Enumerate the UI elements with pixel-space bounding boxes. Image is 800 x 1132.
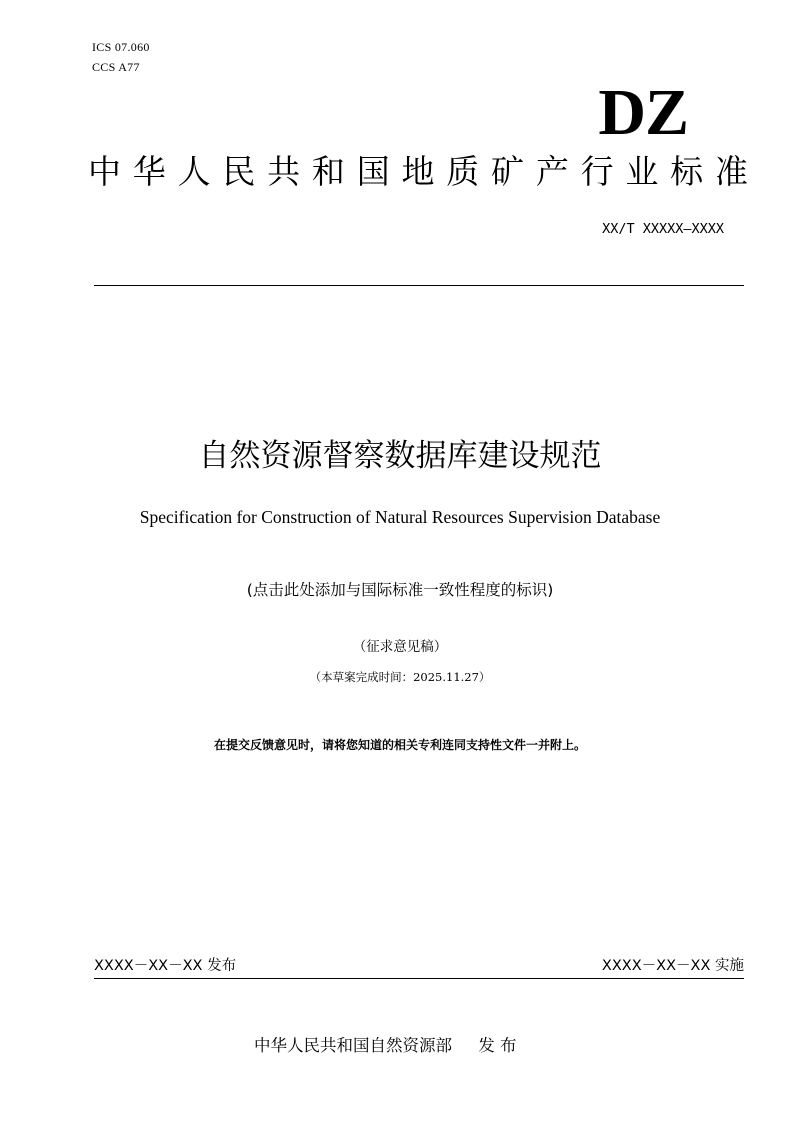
industry-title-char: 行: [580, 152, 614, 191]
industry-title-char: 和: [311, 152, 345, 191]
ics-code: ICS 07.060: [92, 40, 150, 54]
industry-title-char: 准: [714, 152, 748, 191]
industry-title-char: 业: [625, 152, 659, 191]
industry-title-char: 标: [670, 152, 704, 191]
industry-title-char: 国: [356, 152, 390, 191]
issue-date: XXXX－XX－XX 发布: [94, 958, 237, 974]
dz-logo: DZ: [598, 76, 688, 149]
industry-title-char: 地: [401, 152, 435, 191]
industry-title-char: 华: [132, 152, 166, 191]
draft-completion-date: （本草案完成时间：2025.11.27）: [309, 670, 491, 684]
standard-number: XX/T XXXXX—XXXX: [602, 221, 724, 237]
document-title-english: Specification for Construction of Natural Resources Supervision Database: [139, 507, 661, 527]
draft-label: （征求意见稿）: [352, 639, 448, 655]
ccs-code: CCS A77: [92, 60, 140, 74]
industry-standard-title: [88, 152, 748, 192]
document-title-chinese: 自然资源督察数据库建设规范: [198, 438, 602, 474]
consistency-note: (点击此处添加与国际标准一致性程度的标识): [246, 581, 554, 599]
industry-title-char: 民: [222, 152, 256, 191]
industry-title-char: 人: [177, 152, 211, 191]
industry-title-char: 质: [446, 152, 480, 191]
industry-title-char: 产: [535, 152, 569, 191]
industry-title-char: 中: [88, 152, 121, 191]
header-divider: [94, 285, 744, 286]
publisher-line: 中华人民共和国自然资源部 发 布: [254, 1036, 517, 1055]
industry-title-char: 矿: [491, 152, 525, 191]
patent-notice: 在提交反馈意见时，请将您知道的相关专利连同支持性文件一并附上。: [213, 738, 586, 752]
footer-divider: [94, 978, 744, 979]
effective-date: XXXX－XX－XX 实施: [601, 958, 744, 974]
industry-title-char: 共: [267, 152, 301, 191]
